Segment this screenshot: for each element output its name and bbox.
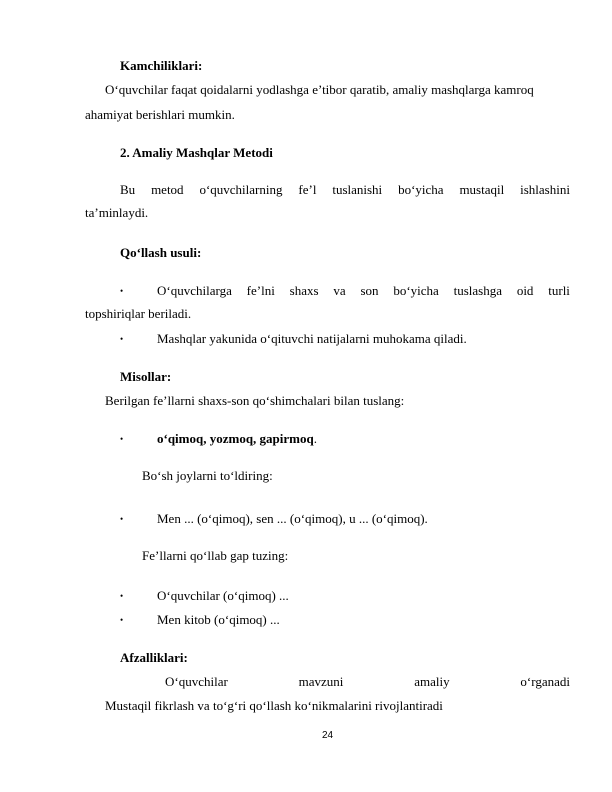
verbs-bold: o‘qimoq, yozmoq, gapirmoq [157,431,314,446]
word: bo‘yicha [398,182,444,197]
qollash-item2: Mashqlar yakunida o‘qituvchi natijalarni muhokama qiladi. [157,331,467,346]
kamchiliklar-text-line1: O‘quvchilar faqat qoidalarni yodlashga e’tibor qaratib, amaliy mashqlarga kamroq [105,82,534,97]
misollar-verbs [157,431,317,447]
bullet-icon: • [120,434,124,444]
word: o‘quvchilarning [199,182,283,197]
word: fe’l [298,182,317,197]
word: tuslanishi [332,182,383,197]
bullet-icon: • [120,334,124,344]
word: mavzuni [298,674,344,689]
fill-example: Men ... (o‘qimoq), sen ... (o‘qimoq), u ... (o‘qimoq). [157,511,428,526]
section2-intro-line1 [120,182,570,198]
qollash-heading: Qo‘llash usuli: [120,245,202,260]
word: tuslashga [453,283,502,298]
verbs-period: . [313,431,317,446]
kamchiliklar-text-line2: ahamiyat berishlari mumkin. [85,107,235,122]
sentence-example-2: Men kitob (o‘qimoq) ... [157,612,280,627]
word: fe’lni [246,283,275,298]
word: metod [151,182,184,197]
word: va [333,283,346,298]
bullet-icon: • [120,591,124,601]
bullet-icon: • [120,286,124,296]
word: amaliy [414,674,450,689]
qollash-item1-line2: topshiriqlar beriladi. [85,306,192,321]
word: Bu [120,182,136,197]
word: son [360,283,379,298]
afzalliklar-heading: Afzalliklari: [120,650,188,665]
word: o‘rganadi [520,674,570,689]
qollash-item1-line1 [157,283,570,299]
page-number: 24 [322,730,334,741]
fill-instruction: Bo‘sh joylarni to‘ldiring: [142,468,273,483]
sentence-instruction: Fe’llarni qo‘llab gap tuzing: [142,548,289,563]
misollar-intro: Berilgan fe’llarni shaxs-son qo‘shimchalari bilan tuslang: [105,393,405,408]
afzalliklar-line1 [165,674,570,690]
afzalliklar-line2: Mustaqil fikrlash va to‘g‘ri qo‘llash ko‘nikmalarini rivojlantiradi [105,698,443,713]
word: shaxs [289,283,319,298]
word: O‘quvchilar [165,674,228,689]
bullet-icon: • [120,615,124,625]
section2-intro-line2: ta’minlaydi. [85,205,149,220]
bullet-icon: • [120,514,124,524]
word: ishlashini [520,182,570,197]
sentence-example-1: O‘quvchilar (o‘qimoq) ... [157,588,289,603]
misollar-heading: Misollar: [120,369,172,384]
word: O‘quvchilarga [157,283,232,298]
word: bo‘yicha [393,283,439,298]
kamchiliklar-heading: Kamchiliklari: [120,58,203,73]
word: oid [516,283,534,298]
section2-heading: 2. Amaliy Mashqlar Metodi [120,145,273,160]
word: mustaqil [459,182,505,197]
word: turli [548,283,570,298]
